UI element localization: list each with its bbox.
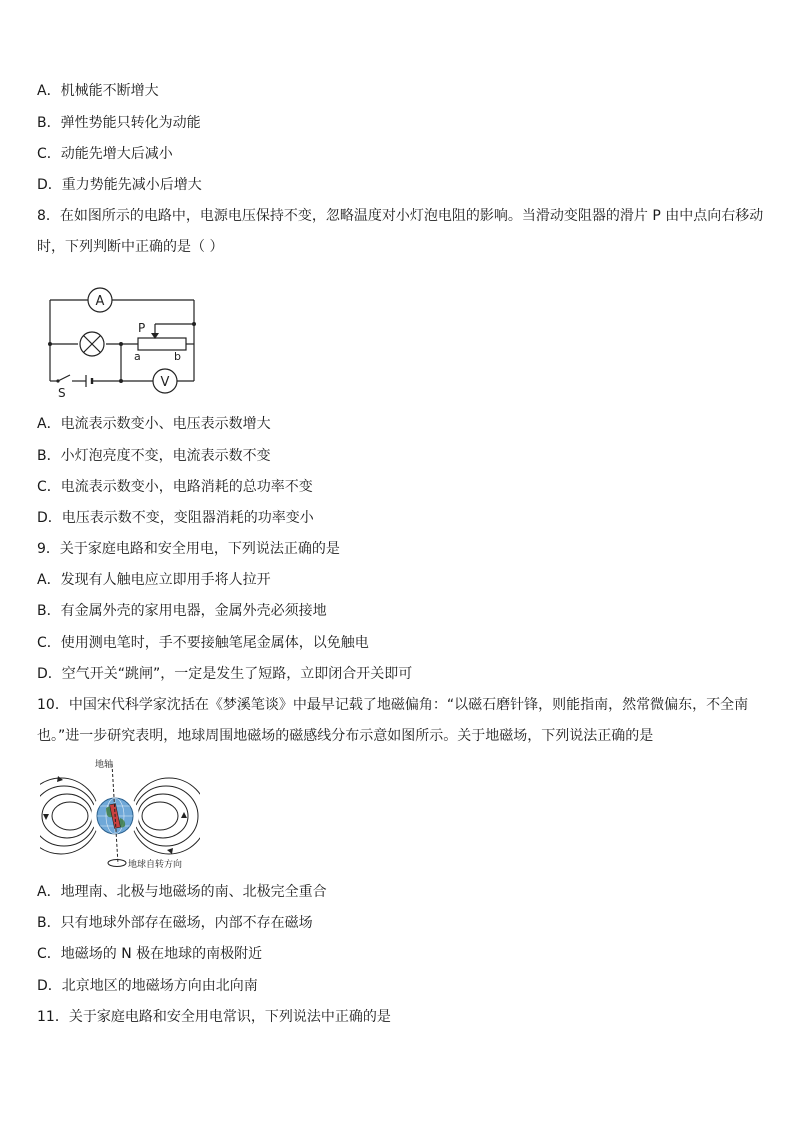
rheostat-end-b: b: [174, 350, 181, 363]
q10-stem-line2: 也。”进一步研究表明，地球周围地磁场的磁感线分布示意如图所示。关于地磁场，下列说法正确的是: [37, 728, 654, 744]
q8-stem-line2: 时，下列判断中正确的是（ ）: [37, 239, 224, 255]
slider-label: P: [138, 321, 146, 335]
q10-option-d: D．北京地区的地磁场方向由北向南: [37, 978, 258, 994]
switch-label: S: [58, 386, 66, 400]
rotation-direction-icon: [108, 860, 126, 867]
q9-option-a: A．发现有人触电应立即用手将人拉开: [37, 572, 271, 588]
q9-option-b: B．有金属外壳的家用电器，金属外壳必须接地: [37, 603, 327, 619]
field-arrow-icon: [167, 848, 173, 854]
q8-option-d: D．电压表示数不变，变阻器消耗的功率变小: [37, 510, 314, 526]
q8-stem-line1: 8．在如图所示的电路中，电源电压保持不变，忽略温度对小灯泡电阻的影响。当滑动变阻器的滑片 P 由中点向右移动: [37, 208, 764, 224]
circuit-diagram: [40, 282, 210, 400]
voltmeter-label: V: [160, 375, 170, 390]
rheostat-end-a: a: [134, 350, 141, 363]
q10-option-c: C．地磁场的 N 极在地球的南极附近: [37, 946, 263, 962]
q9-stem: 9．关于家庭电路和安全用电，下列说法正确的是: [37, 541, 340, 557]
field-arrow-icon: [57, 776, 63, 782]
q7-option-b: B．弹性势能只转化为动能: [37, 115, 201, 131]
q9-option-c: C．使用测电笔时，手不要接触笔尾金属体，以免触电: [37, 635, 369, 651]
q10-stem-line1: 10．中国宋代科学家沈括在《梦溪笔谈》中最早记载了地磁偏角：“以磁石磨针锋，则能指南，然常微偏东，不全南: [37, 697, 749, 713]
ammeter-label: A: [95, 294, 105, 309]
q7-option-c: C．动能先增大后减小: [37, 146, 173, 162]
q8-option-b: B．小灯泡亮度不变，电流表示数不变: [37, 448, 271, 464]
rotation-label: 地球自转方向: [128, 860, 183, 870]
q7-option-a: A．机械能不断增大: [37, 83, 159, 99]
q11-stem: 11．关于家庭电路和安全用电常识，下列说法中正确的是: [37, 1009, 391, 1025]
axis-label: 地轴: [95, 760, 114, 770]
geomagnetic-field-diagram: [40, 756, 200, 874]
q10-option-b: B．只有地球外部存在磁场，内部不存在磁场: [37, 915, 313, 931]
q8-option-c: C．电流表示数变小，电路消耗的总功率不变: [37, 479, 313, 495]
q10-option-a: A．地理南、北极与地磁场的南、北极完全重合: [37, 884, 327, 900]
q9-option-d: D．空气开关“跳闸”，一定是发生了短路，立即闭合开关即可: [37, 666, 413, 682]
field-arrow-icon: [181, 812, 187, 818]
field-arrow-icon: [43, 814, 49, 820]
q7-option-d: D．重力势能先减小后增大: [37, 177, 202, 193]
q8-option-a: A．电流表示数变小、电压表示数增大: [37, 416, 271, 432]
